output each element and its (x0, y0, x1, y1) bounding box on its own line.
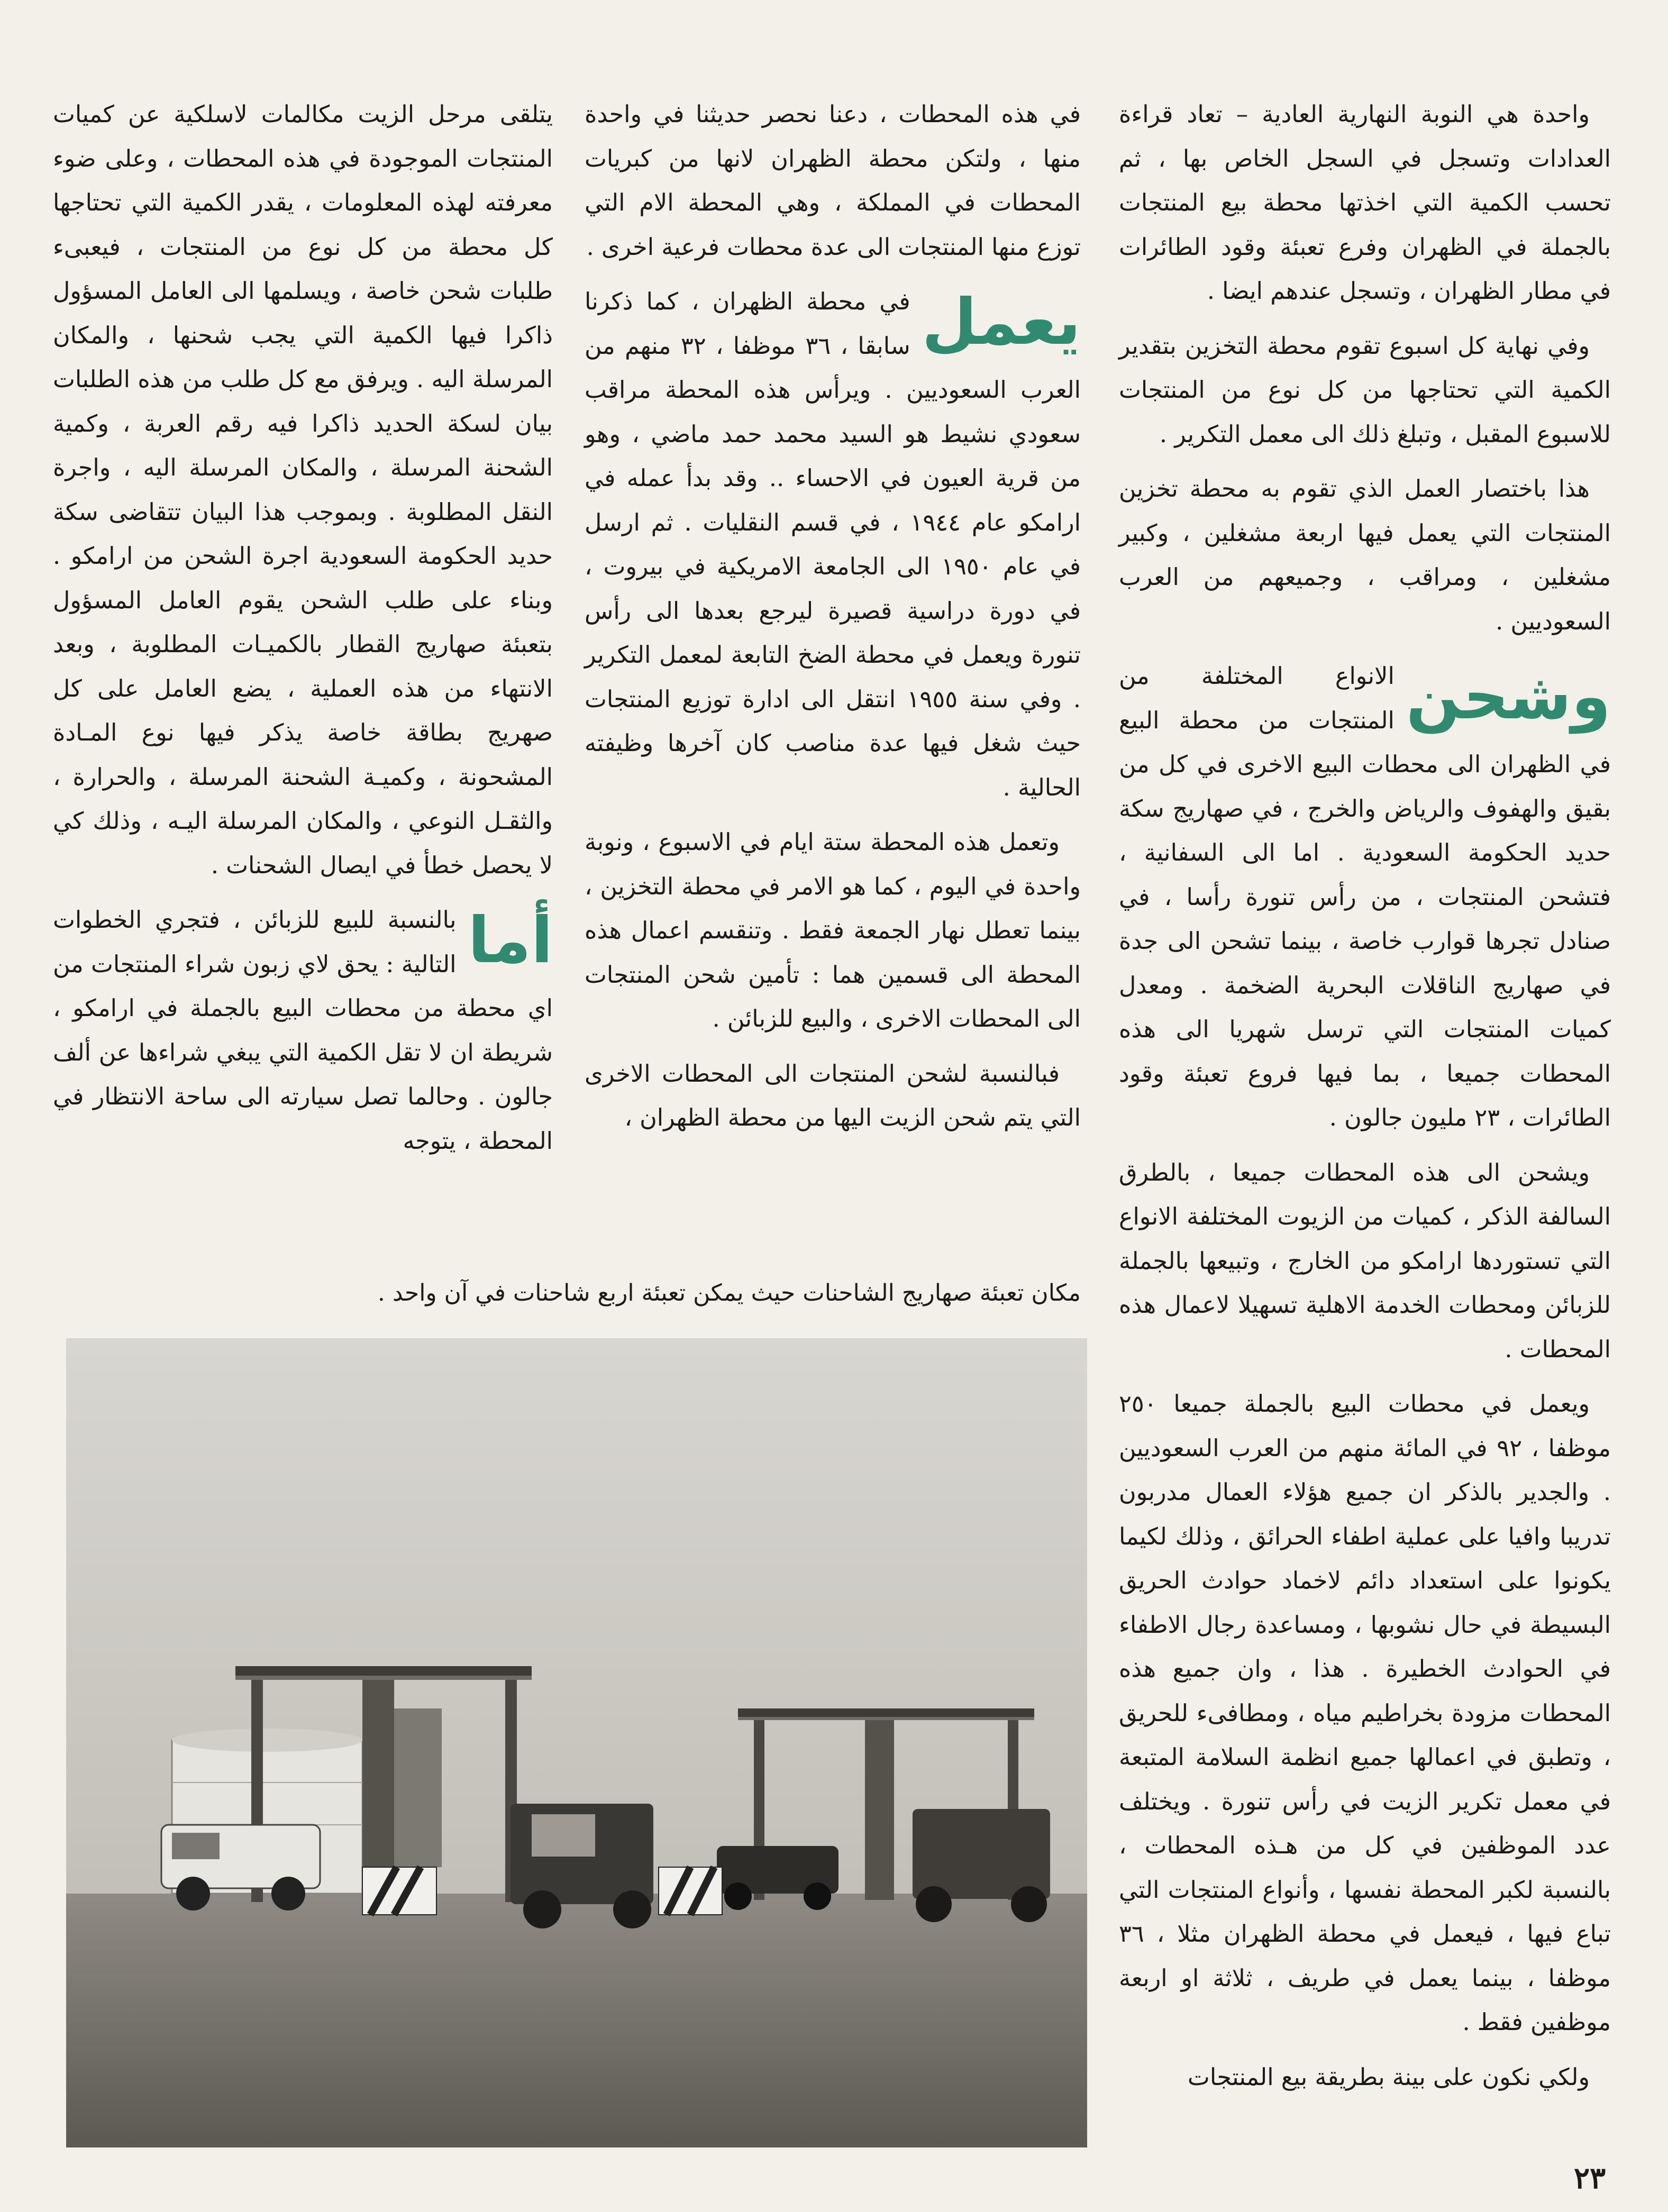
paragraph: ويشحن الى هذه المحطات جميعا ، بالطرق السالفة الذكر ، كميات من الزيوت المختلفة الانواع التي تستوردها ارامكو من الخارج ، وتبيعها بالجملة للزبائن ومحطات الخدمة الاهلية تسهيلا لاعمال هذه المحطات . (1119, 1159, 1611, 1363)
paragraph: وفي نهاية كل اسبوع تقوم محطة التخزين بتقدير الكمية التي تحتاجها من كل نوع من المنتجات للاسبوع المقبل ، وتبلغ ذلك الى معمل التكرير . (1119, 332, 1611, 448)
decorative-heading: يعمل (922, 286, 1081, 359)
paragraph: هذا باختصار العمل الذي تقوم به محطة تخزين المنتجات التي يعمل فيها اربعة مشغلين ، وكبير مشغلين ، ومراقب ، وجميعهم من العرب السعوديين . (1119, 476, 1611, 635)
page-number: ٢٣ (1574, 2161, 1606, 2196)
paragraph: ولكي نكون على بينة بطريقة بيع المنتجات (1187, 2063, 1590, 2091)
photo-illustration (66, 1338, 1087, 2147)
paragraph-text: بالنسبة للبيع للزبائن ، فتجري الخطوات التالية : يحق لاي زبون شراء المنتجات من اي محطة من محطات البيع بالجملة في ارامكو ، شريطة ان لا تقل الكمية التي يبغي شراءها عن ألف جالون . وحالما تصل سيارته الى ساحة الانتظار في المحطة ، يتوجه (53, 907, 553, 1155)
paragraph-text: في محطة الظهران ، كما ذكرنا سابقا ، ٣٦ موظفا ، ٣٢ منهم من العرب السعوديين . ويرأس هذه المحطة مراقب سعودي نشيط هو السيد محمد حمد ماضي ، وهو من قرية العيون في الاحساء .. وقد بدأ عمله في ارامكو عام ١٩٤٤ ، في قسم النقليات . ثم ارسل في عام ١٩٥٠ الى الجامعة الامريكية في بيروت ، في دورة دراسية قصيرة ليرجع بعدها الى رأس تنورة ويعمل في محطة الضخ التابعة لمعمل التكرير . وفي سنة ١٩٥٥ انتقل الى ادارة توزيع المنتجات حيث شغل فيها عدة مناصب كان آخرها وظيفته الحالية . (585, 288, 1081, 801)
decorative-heading: وشحن (1406, 660, 1611, 734)
paragraph: واحدة هي النوبة النهارية العادية – تعاد قراءة العدادات وتسجل في السجل الخاص بها ، ثم تحسب الكمية التي اخذتها محطة بيع المنتجات بالجملة في الظهران وفرع تعبئة وقود الطائرات في مطار الظهران ، وتسجل عندهم ايضا . (1119, 101, 1611, 305)
paragraph: فبالنسبة لشحن المنتجات الى المحطات الاخرى التي يتم شحن الزيت اليها من محطة الظهران ، (585, 1060, 1081, 1131)
left-column (53, 93, 553, 1163)
paragraph: في هذه المحطات ، دعنا نحصر حديثنا في واحدة منها ، ولتكن محطة الظهران لانها من كبريات المحطات في المملكة ، وهي المحطة الام التي توزع منها المنتجات الى عدة محطات فرعية اخرى . (585, 101, 1081, 261)
truck-loading-photo (66, 1338, 1087, 2147)
paragraph (585, 280, 1081, 810)
decorative-heading: أما (468, 904, 553, 977)
middle-column (585, 93, 1081, 1140)
right-column (1119, 93, 1611, 2099)
paragraph: ويعمل في محطات البيع بالجملة جميعا ٢٥٠ موظفا ، ٩٢ في المائة منهم من العرب السعوديين . والجدير بالذكر ان جميع هؤلاء العمال مدربون تدريبا وافيا على عملية اطفاء الحرائق ، وذلك لكيما يكونوا على استعداد دائم لاخماد حوادث الحريق البسيطة في حال نشوبها ، ومساعدة رجال الاطفاء في الحوادث الخطيرة . هذا ، وان جميع هذه المحطات مزودة بخراطيم مياه ، ومطافىء للحريق ، وتطبق في اعمالها جميع انظمة السلامة المتبعة في معمل تكرير الزيت في رأس تنورة . ويختلف عدد الموظفين في كل من هـذه المحطات ، بالنسبة لكبر المحطة نفسها ، وأنواع المنتجات التي تباع فيها ، فيعمل في محطة الظهران مثلا ، ٣٦ موظفا ، بينما يعمل في طريف ، ثلاثة او اربعة موظفين فقط . (1119, 1391, 1611, 2036)
paragraph (53, 898, 553, 1163)
photo-caption: مكان تعبئة صهاريج الشاحنات حيث يمكن تعبئة اربع شاحنات في آن واحد . (377, 1279, 1081, 1306)
paragraph: وتعمل هذه المحطة ستة ايام في الاسبوع ، ونوبة واحدة في اليوم ، كما هو الامر في محطة التخزين ، بينما تعطل نهار الجمعة فقط . وتنقسم اعمال هذه المحطة الى قسمين هما : تأمين شحن المنتجات الى المحطات الاخرى ، والبيع للزبائن . (585, 829, 1081, 1032)
paragraph: يتلقى مرحل الزيت مكالمات لاسلكية عن كميات المنتجات الموجودة في هذه المحطات ، وعلى ضوء معرفته لهذه المعلومات ، يقدر الكمية التي تحتاجها كل محطة من كل نوع من المنتجات ، فيعبىء طلبات شحن خاصة ، ويسلمها الى العامل المسؤول ذاكرا فيها الكمية التي يجب شحنها ، والمكان المرسلة اليه . ويرفق مع كل طلب من هذه الطلبات بيان لسكة الحديد ذاكرا فيه رقم العربة ، وكمية الشحنة المرسلة ، والمكان المرسلة اليه ، واجرة النقل المطلوبة . وبموجب هذا البيان تتقاضى سكة حديد الحكومة السعودية اجرة الشحن من ارامكو . وبناء على طلب الشحن يقوم العامل المسؤول بتعبئة صهاريج القطار بالكميـات المطلوبة ، وبعد الانتهاء من هذه العملية ، يضع العامل على كل صهريج بطاقة خاصة يذكر فيها نوع المـادة المشحونة ، وكميـة الشحنة المرسلة ، والحرارة ، والثقـل النوعي ، والمكان المرسلة اليـه ، وذلك كي لا يحصل خطأ في ايصال الشحنات . (53, 101, 553, 879)
paragraph (1119, 654, 1611, 1140)
paragraph-text: الانواع المختلفة من المنتجات من محطة البيع في الظهران الى محطات البيع الاخرى في كل من بقيق والهفوف والرياض والخرج ، في صهاريج سكة حديد الحكومة السعودية . اما الى السفانية ، فتشحن المنتجات ، من رأس تنورة رأسا ، في صنادل تجرها قوارب خاصة ، بينما تشحن الى جدة في صهاريج الناقلات البحرية الضخمة . ومعدل كميات المنتجات التي ترسل شهريا الى هذه المحطات جميعا ، بما فيها فروع تعبئة وقود الطائرات ، ٢٣ مليون جالون . (1119, 663, 1611, 1131)
